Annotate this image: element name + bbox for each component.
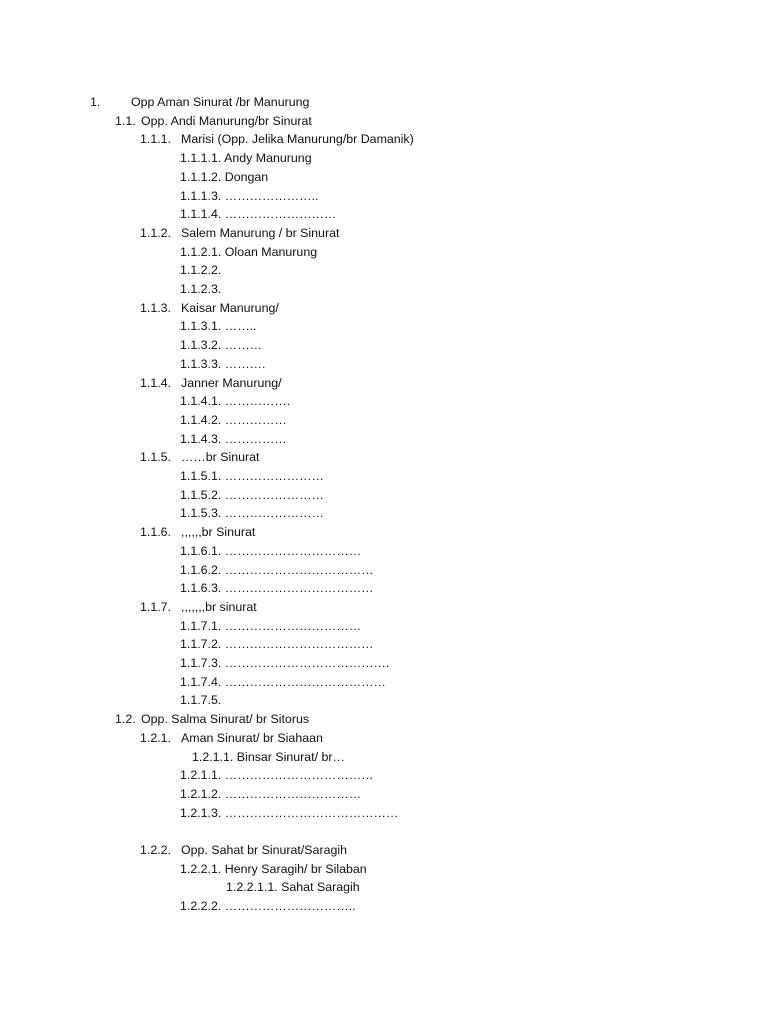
outline-number: 1.1.6.3.	[180, 581, 222, 596]
outline-number: 1.1.6.2.	[180, 562, 222, 577]
outline-text: ………………………………….	[224, 656, 390, 670]
outline-text: Salem Manurung / br Sinurat	[181, 225, 340, 240]
outline-number: 1.1.2.	[140, 225, 172, 240]
outline-item	[180, 430, 287, 449]
outline-text: Opp. Andi Manurung/br Sinurat	[141, 113, 312, 128]
outline-text: ……………………………………	[224, 805, 399, 820]
outline-number: 1.1.2.1.	[180, 244, 222, 259]
outline-item	[180, 691, 221, 710]
outline-item	[180, 168, 268, 187]
outline-number: 1.1.7.1.	[180, 618, 222, 633]
outline-item	[180, 355, 265, 374]
outline-number: 1.1.7.2.	[180, 637, 222, 652]
outline-text: ……………………	[224, 506, 324, 521]
outline-number: 1.2.	[115, 712, 136, 727]
outline-number: 1.	[90, 95, 101, 109]
outline-number: 1.2.1.	[140, 730, 172, 745]
outline-item	[180, 654, 389, 673]
outline-number: 1.2.1.1.	[192, 749, 234, 764]
outline-item	[180, 673, 386, 692]
outline-text: ……………………	[224, 487, 324, 502]
outline-item	[180, 392, 290, 411]
outline-item	[180, 187, 318, 206]
outline-text: Oloan Manurung	[224, 244, 318, 259]
outline-item	[140, 130, 414, 149]
outline-item	[180, 149, 312, 168]
outline-text: ………………………………	[224, 562, 374, 577]
outline-text: Dongan	[224, 169, 269, 184]
outline-item	[180, 317, 256, 336]
outline-text: Henry Saragih/ br Silaban	[224, 861, 367, 876]
outline-item	[180, 336, 262, 355]
outline-number: 1.1.1.4.	[180, 207, 222, 222]
outline-text: Opp. Sahat br Sinurat/Saragih	[181, 843, 347, 857]
outline-text: Marisi (Opp. Jelika Manurung/br Damanik)	[181, 132, 414, 147]
outline-text: ……….	[224, 356, 266, 371]
outline-number: 1.1.3.2.	[180, 338, 222, 353]
outline-number: 1.1.4.2.	[180, 412, 222, 427]
outline-number: 1.1.	[115, 113, 136, 128]
outline-text: ……br Sinurat	[181, 450, 260, 465]
outline-text: Opp Aman Sinurat /br Manurung	[131, 95, 310, 109]
outline-item	[140, 598, 257, 617]
outline-number: 1.1.2.2.	[180, 263, 222, 278]
outline-text: Binsar Sinurat/ br…	[236, 749, 345, 764]
outline-item	[180, 205, 336, 224]
outline-text: Kaisar Manurung/	[181, 300, 279, 315]
outline-text: Sahat Saragih	[281, 880, 360, 895]
outline-item	[140, 448, 260, 467]
outline-item	[140, 374, 282, 393]
outline-item	[180, 635, 373, 654]
outline-text: ……………	[224, 412, 287, 427]
outline-item	[115, 710, 309, 729]
outline-number: 1.1.6.	[140, 525, 172, 540]
outline-number: 1.2.2.2.	[180, 899, 222, 914]
outline-text: ………	[224, 338, 262, 353]
outline-number: 1.1.5.	[140, 450, 172, 465]
outline-number: 1.1.1.	[140, 132, 172, 147]
outline-number: 1.2.2.1.1.	[226, 880, 278, 895]
outline-item	[226, 878, 360, 897]
outline-number: 1.1.1.1.	[180, 151, 222, 166]
outline-number: 1.1.4.	[140, 375, 172, 390]
outline-number: 1.1.3.	[140, 300, 172, 315]
outline-text: ……………………	[224, 469, 324, 483]
outline-text: Opp. Salma Sinurat/ br Sitorus	[141, 712, 310, 727]
outline-number: 1.1.4.1.	[180, 394, 222, 409]
outline-text: ……………………………	[224, 543, 362, 558]
outline-item	[180, 561, 373, 580]
outline-item	[180, 542, 361, 561]
outline-number: 1.1.7.	[140, 599, 172, 614]
outline-item	[90, 93, 309, 112]
outline-item	[180, 261, 221, 280]
outline-text: ………………………………	[224, 637, 374, 652]
outline-item	[180, 243, 317, 262]
outline-item	[180, 280, 221, 299]
outline-number: 1.2.1.2.	[180, 786, 222, 801]
outline-item	[140, 224, 339, 243]
outline-number: 1.1.1.2.	[180, 169, 222, 184]
outline-text: ,,,,,,br Sinurat	[181, 525, 256, 540]
outline-text: Aman Sinurat/ br Siahaan	[181, 730, 323, 745]
outline-number: 1.2.2.	[140, 843, 172, 857]
outline-number: 1.1.5.3.	[180, 506, 222, 521]
outline-text: Andy Manurung	[224, 151, 312, 166]
outline-text: Janner Manurung/	[181, 375, 282, 390]
outline-text: …………….	[224, 394, 291, 409]
outline-item	[180, 504, 324, 523]
outline-item	[180, 785, 361, 804]
outline-number: 1.1.3.1.	[180, 319, 222, 334]
outline-item	[192, 748, 345, 767]
outline-number: 1.1.6.1.	[180, 543, 222, 558]
outline-number: 1.2.1.3.	[180, 805, 222, 820]
outline-text: ………………………	[224, 207, 337, 222]
outline-text: ,,,,,,,br sinurat	[181, 599, 257, 614]
outline-number: 1.1.5.2.	[180, 487, 222, 502]
outline-text: ……..	[224, 319, 257, 334]
outline-text: ……………………………	[224, 786, 362, 801]
outline-item	[180, 766, 373, 785]
outline-text: ………………………………	[224, 581, 374, 596]
outline-number: 1.1.7.4.	[180, 674, 222, 689]
outline-text: ………………………………	[224, 768, 374, 783]
outline-item	[180, 467, 324, 486]
outline-item	[140, 729, 323, 748]
outline-item	[140, 299, 279, 318]
outline-number: 1.1.7.5.	[180, 693, 222, 708]
outline-item	[180, 860, 367, 879]
outline-text: …………………………..	[224, 899, 356, 914]
outline-number: 1.1.2.3.	[180, 282, 222, 296]
outline-text: ……………	[224, 431, 287, 446]
outline-item	[180, 411, 287, 430]
outline-item	[180, 897, 356, 916]
outline-number: 1.2.1.1.	[180, 768, 222, 783]
outline-text: …………………………………	[224, 674, 386, 689]
outline-item	[180, 804, 398, 823]
outline-number: 1.1.4.3.	[180, 431, 222, 446]
outline-number: 1.1.7.3.	[180, 656, 222, 670]
outline-item	[115, 112, 312, 131]
outline-item	[180, 617, 361, 636]
outline-number: 1.1.1.3.	[180, 188, 222, 203]
outline-number: 1.1.3.3.	[180, 356, 222, 371]
outline-item	[140, 523, 255, 542]
outline-number: 1.1.5.1.	[180, 469, 222, 483]
outline-text: …………………..	[224, 188, 319, 203]
outline-text: ……………………………	[224, 618, 362, 633]
outline-item	[140, 841, 347, 860]
outline-number: 1.2.2.1.	[180, 861, 222, 876]
outline-item	[180, 486, 324, 505]
outline-item	[180, 579, 373, 598]
